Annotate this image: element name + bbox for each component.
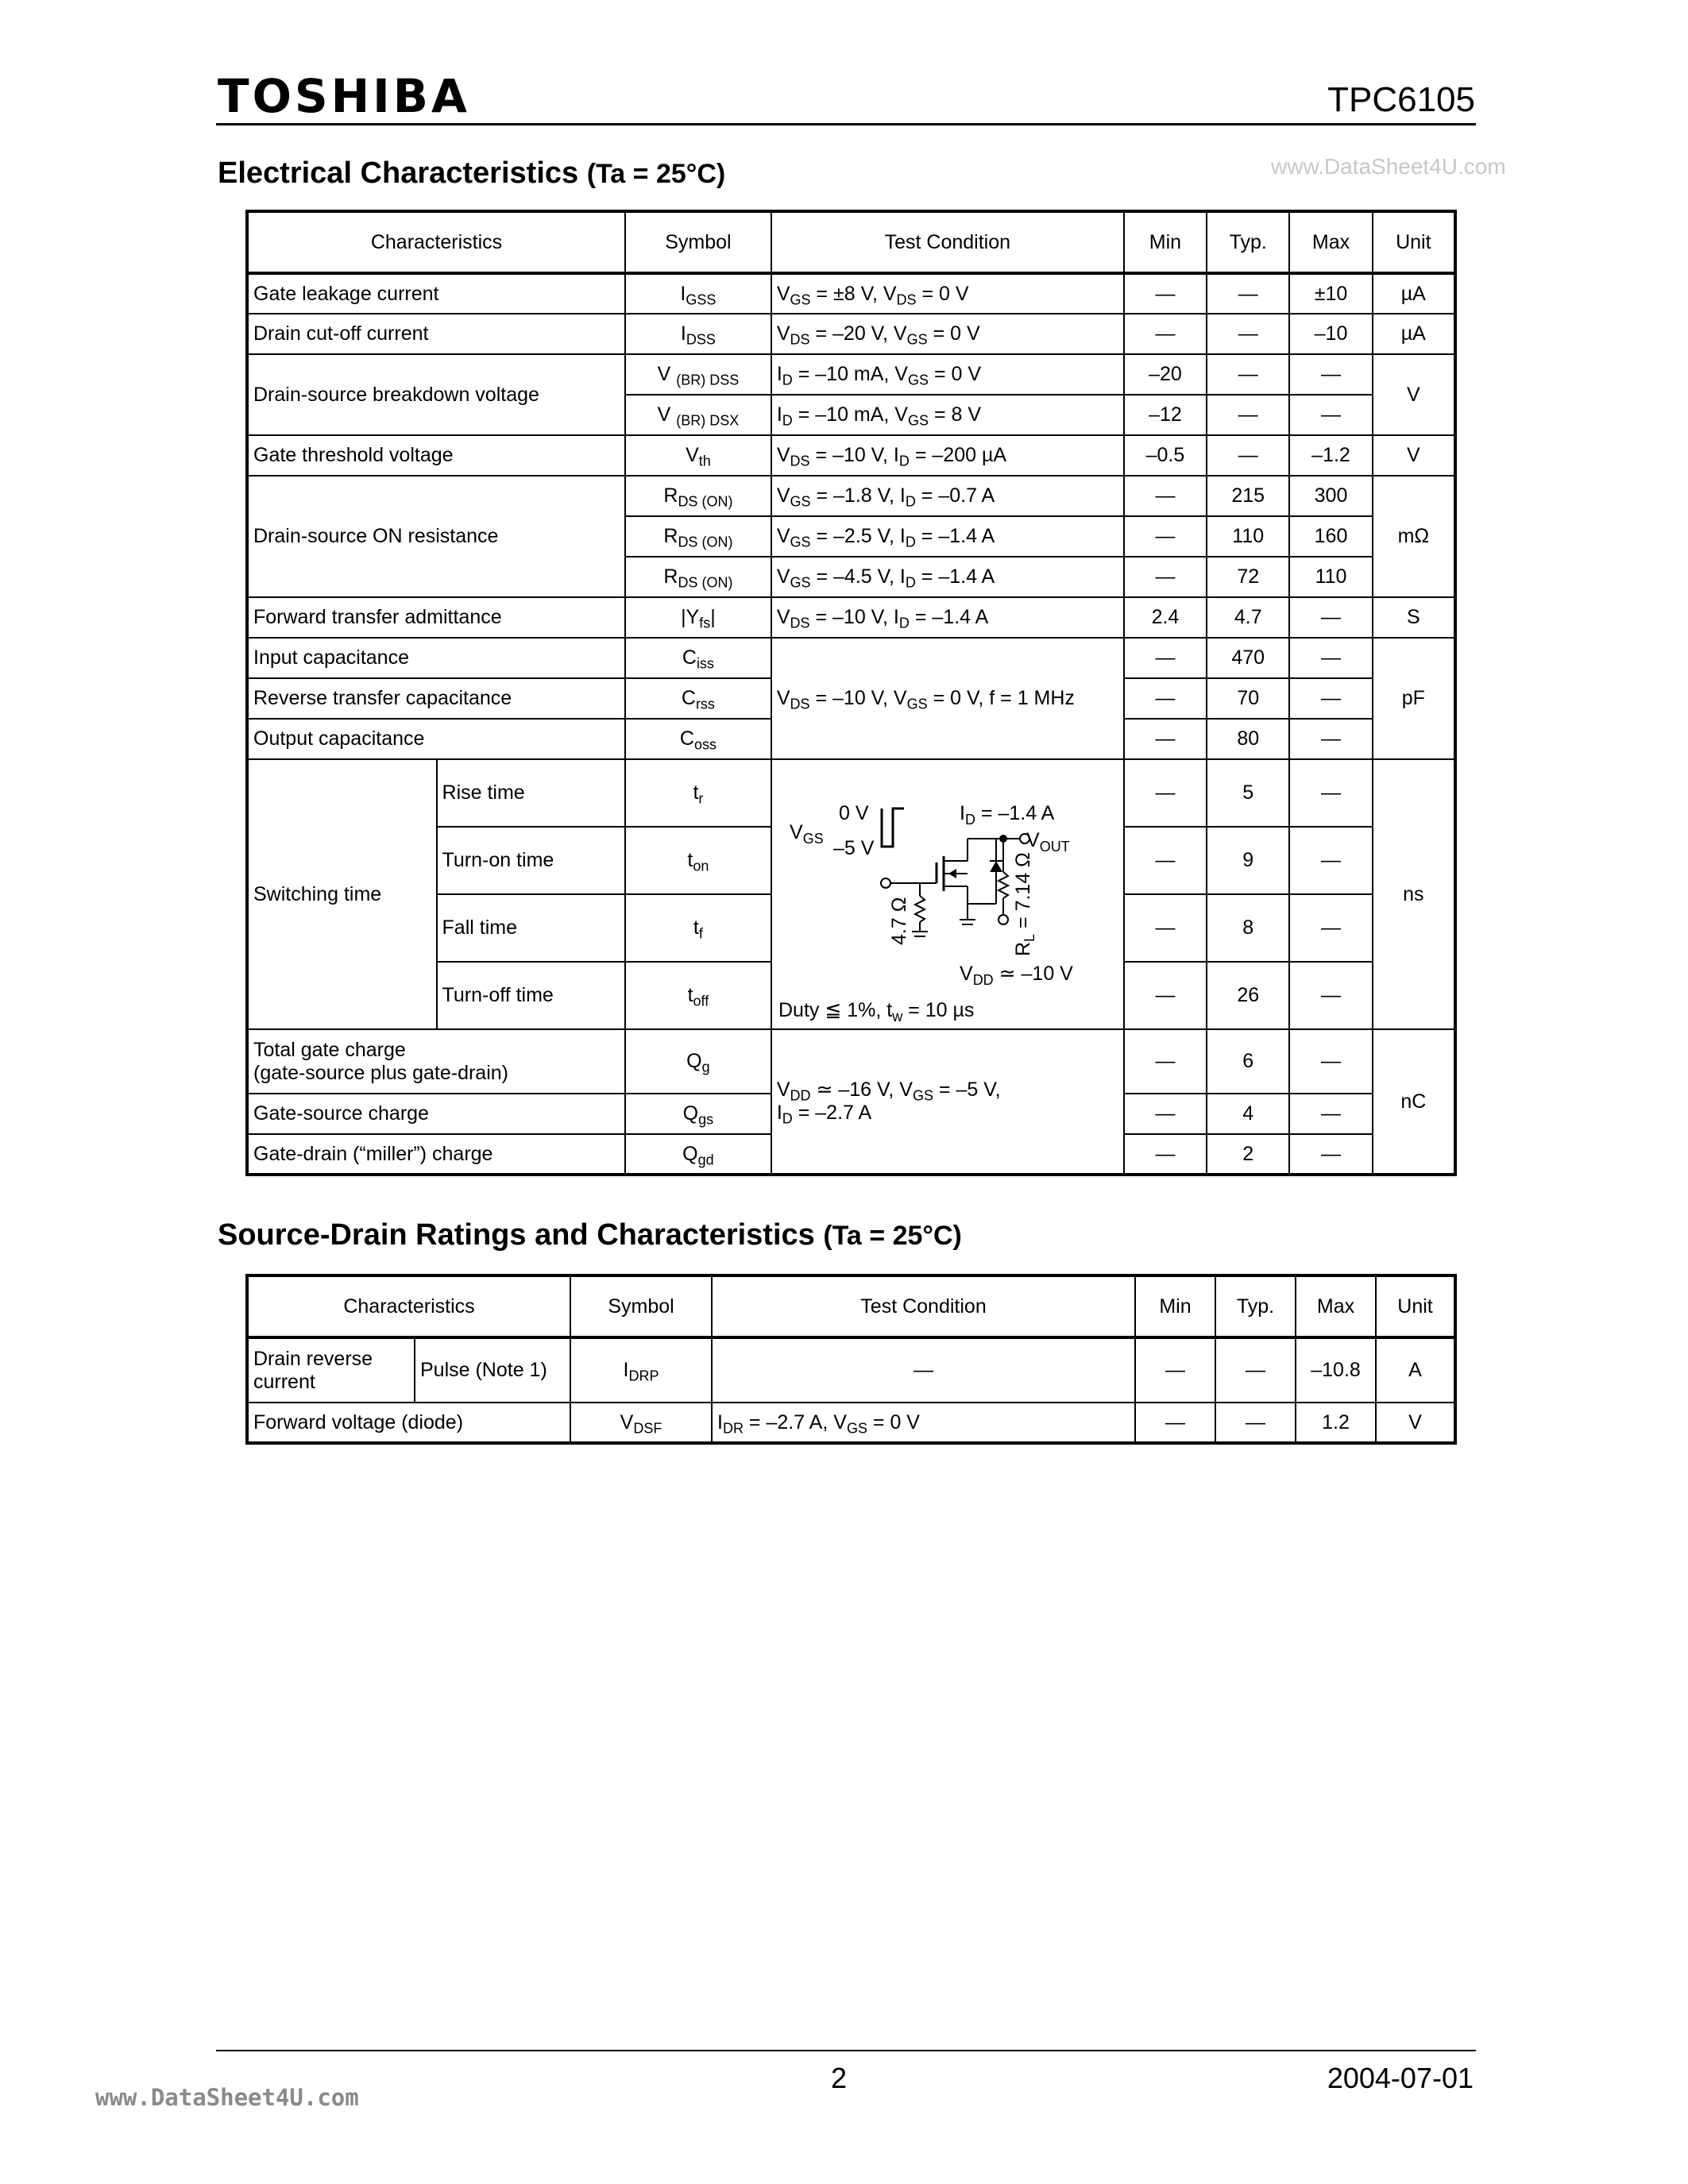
max-value: — [1289,638,1372,678]
symbol: $R_{DS (ON)}$ [625,476,771,516]
min-value: — [1124,1094,1207,1134]
symbol: $t_{off}$ [625,962,771,1029]
min-value: — [1124,719,1207,759]
min-value: –12 [1124,395,1207,435]
gate-resistor-label: 4.7 Ω [887,897,910,945]
char-name: Drain-source ON resistance [247,476,625,597]
test-condition: $V_{GS} = \pm 8$ V, $V_{DS} = 0$ V [771,273,1124,314]
table-row [247,476,1455,516]
max-value: — [1289,719,1372,759]
char-name: Gate-drain (“miller”) charge [247,1134,625,1175]
typ-value: — [1215,1403,1296,1443]
table-row [247,354,1455,395]
table-row [247,314,1455,354]
min-value: — [1124,314,1207,354]
gate-resistor-icon [915,896,925,922]
typ-value: — [1207,354,1289,395]
table-row [247,638,1455,678]
min-value: — [1124,759,1207,827]
max-value: — [1289,597,1372,638]
char-name: Drain cut-off current [247,314,625,354]
symbol: V $_{(BR) DSS}$ [625,354,771,395]
col-min: Min [1135,1275,1215,1337]
col-symbol: Symbol [625,211,771,273]
symbol: $R_{DS (ON)}$ [625,557,771,597]
typ-value: 4.7 [1207,597,1289,638]
char-name: Input capacitance [247,638,625,678]
load-resistor-icon [999,872,1008,898]
test-condition: $V_{DS} = -10$ V, $I_D = -1.4$ A [771,597,1124,638]
test-condition: — [712,1337,1135,1403]
max-value: 110 [1289,557,1372,597]
switching-test-circuit [771,759,1124,1029]
symbol: $t_{on}$ [625,827,771,894]
unit: V [1376,1403,1455,1443]
typ-value: 110 [1207,516,1289,557]
sub-char-name: Turn-off time [437,962,626,1029]
section2-title-text: Source-Drain Ratings and Characteristics [218,1218,815,1252]
section1-condition: (Ta = 25°C) [586,159,726,189]
switching-circuit-diagram [772,761,1104,1028]
max-value: –10.8 [1296,1337,1376,1403]
section2-title [218,1220,962,1250]
typ-value: 215 [1207,476,1289,516]
max-value: 160 [1289,516,1372,557]
char-name: Total gate charge (gate-source plus gate-drain) [247,1029,625,1094]
typ-value: — [1207,435,1289,476]
max-value: –1.2 [1289,435,1372,476]
char-name: Drain-source breakdown voltage [247,354,625,435]
symbol: $C_{oss}$ [625,719,771,759]
symbol: V $_{(BR) DSX}$ [625,395,771,435]
symbol: $R_{DS (ON)}$ [625,516,771,557]
char-name: Gate leakage current [247,273,625,314]
max-value: — [1289,678,1372,719]
zero-volt-label: 0 V [838,802,869,824]
typ-value: — [1215,1337,1296,1403]
sub-char-name: Fall time [437,894,626,962]
symbol: $I_{GSS}$ [625,273,771,314]
document-date: 2004-07-01 [1327,2062,1474,2094]
typ-value: 70 [1207,678,1289,719]
min-value: — [1124,557,1207,597]
min-value: — [1124,273,1207,314]
typ-value: 9 [1207,827,1289,894]
unit: V [1373,354,1455,435]
col-test-condition: Test Condition [712,1275,1135,1337]
watermark-top[interactable]: www.DataSheet4U.com [1271,154,1506,179]
min-value: — [1124,476,1207,516]
symbol: $t_f$ [625,894,771,962]
max-value: — [1289,395,1372,435]
typ-value: — [1207,395,1289,435]
char-name: Forward transfer admittance [247,597,625,638]
vdd-label: $V_{DD}$ ≃ –10 V [959,963,1073,988]
mosfet-icon [937,839,1002,920]
watermark-bottom[interactable]: www.DataSheet4U.com [95,2084,359,2111]
col-min: Min [1124,211,1207,273]
table-row [247,1337,1455,1403]
typ-value: 2 [1207,1134,1289,1175]
symbol: $C_{iss}$ [625,638,771,678]
unit: mΩ [1373,476,1455,597]
char-name: Forward voltage (diode) [247,1403,570,1443]
test-condition: $V_{DS} = -10$ V, $V_{GS} = 0$ V, f = 1 MHz [771,638,1124,759]
max-value: — [1289,1094,1372,1134]
max-value: — [1289,354,1372,395]
char-name: Drain reverse current [247,1337,415,1403]
symbol: $V_{th}$ [625,435,771,476]
col-characteristics: Characteristics [247,1275,570,1337]
source-drain-table [245,1274,1457,1445]
typ-value: 80 [1207,719,1289,759]
test-condition: $V_{GS} = -2.5$ V, $I_D = -1.4$ A [771,516,1124,557]
table-row [247,759,1455,827]
col-test-condition: Test Condition [771,211,1124,273]
min-value: — [1124,894,1207,962]
table-row [247,597,1455,638]
duty-label: Duty ≦ 1%, $t_w = 10$ µs [778,999,975,1024]
max-value: — [1289,759,1372,827]
symbol: $t_r$ [625,759,771,827]
typ-value: 72 [1207,557,1289,597]
min-value: –20 [1124,354,1207,395]
test-condition: $V_{DS} = -20$ V, $V_{GS} = 0$ V [771,314,1124,354]
test-condition: $V_{GS} = -4.5$ V, $I_D = -1.4$ A [771,557,1124,597]
unit: A [1376,1337,1455,1403]
test-condition: $I_D = -10$ mA, $V_{GS} = 8$ V [771,395,1124,435]
electrical-characteristics-table [245,210,1457,1176]
min-value: — [1124,516,1207,557]
symbol: $|Y_{fs}|$ [625,597,771,638]
test-condition: $I_{DR} = -2.7$ A, $V_{GS} = 0$ V [712,1403,1135,1443]
unit: µA [1373,314,1455,354]
unit: S [1373,597,1455,638]
page-number: 2 [831,2062,848,2094]
vout-label: $V_{OUT}$ [1026,829,1070,855]
input-node-icon [881,878,890,888]
symbol: $Q_{gs}$ [625,1094,771,1134]
unit: ns [1373,759,1455,1029]
section2-condition: (Ta = 25°C) [823,1221,962,1251]
max-value: 1.2 [1296,1403,1376,1443]
min-value: –0.5 [1124,435,1207,476]
table-header-row [247,211,1455,273]
col-unit: Unit [1373,211,1455,273]
symbol: $Q_g$ [625,1029,771,1094]
load-resistor-label: $R_L = 7.14$ Ω [1011,852,1037,956]
max-value: — [1289,1029,1372,1094]
min-value: 2.4 [1124,597,1207,638]
col-max: Max [1289,211,1372,273]
max-value: 300 [1289,476,1372,516]
min-value: — [1135,1403,1215,1443]
footer-rule [216,2050,1476,2051]
min-value: — [1124,1029,1207,1094]
max-value: — [1289,1134,1372,1175]
sub-char-name: Rise time [437,759,626,827]
symbol: $C_{rss}$ [625,678,771,719]
typ-value: — [1207,314,1289,354]
min-value: — [1124,678,1207,719]
table-row [247,1029,1455,1094]
min-value: — [1124,827,1207,894]
part-number: TPC6105 [1327,80,1475,119]
col-characteristics: Characteristics [247,211,625,273]
table-row [247,273,1455,314]
min-value: — [1124,638,1207,678]
col-typ: Typ. [1207,211,1289,273]
symbol: $Q_{gd}$ [625,1134,771,1175]
typ-value: 5 [1207,759,1289,827]
header-rule [216,123,1476,125]
test-condition: $I_D = -10$ mA, $V_{GS} = 0$ V [771,354,1124,395]
section1-title [218,158,725,188]
section1-title-text: Electrical Characteristics [218,156,579,190]
col-max: Max [1296,1275,1376,1337]
unit: µA [1373,273,1455,314]
symbol: $I_{DSS}$ [625,314,771,354]
table-header-row [247,1275,1455,1337]
typ-value: 470 [1207,638,1289,678]
typ-value: 8 [1207,894,1289,962]
col-unit: Unit [1376,1275,1455,1337]
max-value: ±10 [1289,273,1372,314]
unit: pF [1373,638,1455,759]
char-name: Gate threshold voltage [247,435,625,476]
max-value: — [1289,962,1372,1029]
min-value: — [1124,1134,1207,1175]
char-name: Output capacitance [247,719,625,759]
col-typ: Typ. [1215,1275,1296,1337]
unit: nC [1373,1029,1455,1175]
toshiba-logo: TOSHIBA [218,69,470,123]
unit: V [1373,435,1455,476]
table-row [247,1403,1455,1443]
test-condition: $V_{GS} = -1.8$ V, $I_D = -0.7$ A [771,476,1124,516]
test-condition: $V_{DD}$ ≃ –16 V, $V_{GS} = -5$ V, $I_D = -2.7$ A [771,1029,1124,1175]
char-name: Switching time [247,759,437,1029]
max-value: — [1289,894,1372,962]
vdd-node-icon [999,915,1008,924]
test-condition: $V_{DS} = -10$ V, $I_D = -200$ µA [771,435,1124,476]
min-value: — [1135,1337,1215,1403]
table-row [247,435,1455,476]
max-value: — [1289,827,1372,894]
sub-char-name: Pulse (Note 1) [415,1337,570,1403]
min-value: — [1124,962,1207,1029]
typ-value: 26 [1207,962,1289,1029]
vgs-label: $V_{GS}$ [789,821,824,847]
id-label: $I_D = -1.4$ A [959,802,1055,828]
typ-value: 4 [1207,1094,1289,1134]
char-name: Reverse transfer capacitance [247,678,625,719]
col-symbol: Symbol [570,1275,712,1337]
minus-five-volt-label: –5 V [832,837,875,859]
max-value: –10 [1289,314,1372,354]
symbol: $V_{DSF}$ [570,1403,712,1443]
symbol: $I_{DRP}$ [570,1337,712,1403]
gate-pulse-icon [882,808,904,847]
typ-value: — [1207,273,1289,314]
sub-char-name: Turn-on time [437,827,626,894]
char-name: Gate-source charge [247,1094,625,1134]
typ-value: 6 [1207,1029,1289,1094]
